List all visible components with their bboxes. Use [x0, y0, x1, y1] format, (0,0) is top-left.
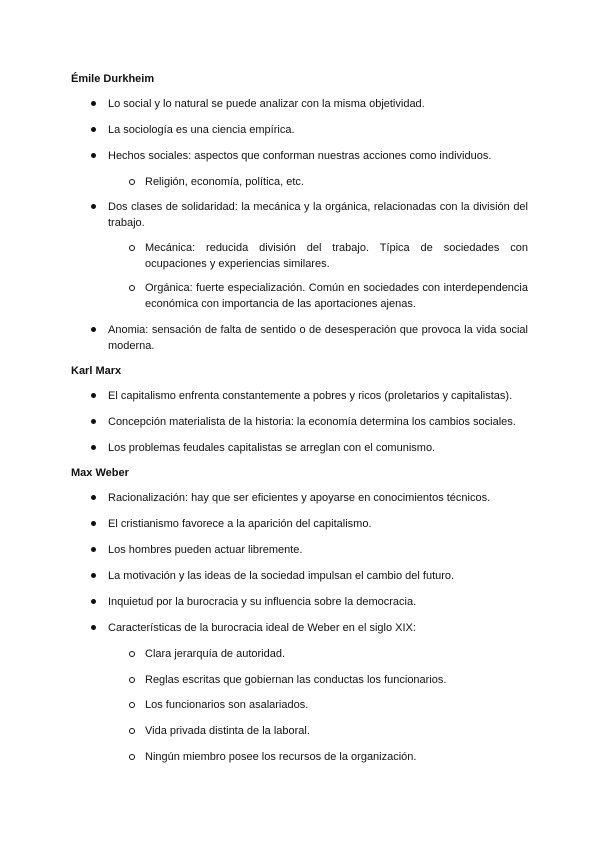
bullet-icon [91, 101, 96, 106]
bullet-icon [91, 204, 96, 209]
section-heading-weber: Max Weber [71, 467, 129, 479]
list-item-text: Lo social y lo natural se puede analizar con la misma objetividad. [108, 98, 425, 110]
bullet-icon [91, 419, 96, 424]
list-item-text: Características de la burocracia ideal de Weber en el siglo XIX: [108, 622, 416, 634]
bullet-icon [91, 127, 96, 132]
sub-list-item-text: Los funcionarios son asalariados. [145, 699, 309, 711]
sub-list-item-text: Religión, economía, política, etc. [145, 176, 304, 188]
bullet-icon [91, 521, 96, 526]
list-item-text: Dos clases de solidaridad: la mecánica y la orgánica, relacionadas con la división del trabajo. [108, 201, 528, 229]
sub-list-item-text: Mecánica: reducida división del trabajo. Típica de sociedades con ocupaciones y experiencias similares. [145, 242, 528, 270]
bullet-icon [91, 393, 96, 398]
sub-list-item-text: Reglas escritas que gobiernan las conductas los funcionarios. [145, 674, 447, 686]
list-item-text: El cristianismo favorece a la aparición del capitalismo. [108, 518, 372, 530]
hollow-bullet-icon [129, 651, 135, 657]
sub-list-item-text: Clara jerarquía de autoridad. [145, 648, 286, 660]
bullet-icon [91, 599, 96, 604]
hollow-bullet-icon [129, 702, 135, 708]
sub-list-item-text: Vida privada distinta de la laboral. [145, 725, 310, 737]
list-item-text: Concepción materialista de la historia: la economía determina los cambios sociales. [108, 416, 516, 428]
list-item-text: El capitalismo enfrenta constantemente a pobres y ricos (proletarios y capitalistas). [108, 390, 513, 402]
bullet-icon [91, 495, 96, 500]
list-item-text: Racionalización: hay que ser eficientes y apoyarse en conocimientos técnicos. [108, 492, 491, 504]
section-heading-marx: Karl Marx [71, 365, 122, 377]
bullet-icon [91, 625, 96, 630]
bullet-icon [91, 327, 96, 332]
hollow-bullet-icon [129, 179, 135, 185]
hollow-bullet-icon [129, 677, 135, 683]
hollow-bullet-icon [129, 285, 135, 291]
list-item-text: La motivación y las ideas de la sociedad impulsan el cambio del futuro. [108, 570, 455, 582]
list-item-text: Anomia: sensación de falta de sentido o de desesperación que provoca la vida social moderna. [108, 324, 528, 352]
bullet-icon [91, 445, 96, 450]
hollow-bullet-icon [129, 754, 135, 760]
list-item-text: Inquietud por la burocracia y su influencia sobre la democracia. [108, 596, 417, 608]
list-item-text: Los hombres pueden actuar libremente. [108, 544, 303, 556]
section-heading-durkheim: Émile Durkheim [71, 73, 155, 85]
bullet-icon [91, 573, 96, 578]
list-item-text: Los problemas feudales capitalistas se arreglan con el comunismo. [108, 442, 436, 454]
list-item-text: La sociología es una ciencia empírica. [108, 124, 295, 136]
bullet-icon [91, 153, 96, 158]
sub-list-item-text: Orgánica: fuerte especialización. Común en sociedades con interdependencia económica con importancia de las aportaciones ajenas. [145, 282, 528, 310]
hollow-bullet-icon [129, 728, 135, 734]
sub-list-item-text: Ningún miembro posee los recursos de la organización. [145, 751, 417, 763]
list-item-text: Hechos sociales: aspectos que conforman nuestras acciones como individuos. [108, 150, 492, 162]
bullet-icon [91, 547, 96, 552]
hollow-bullet-icon [129, 245, 135, 251]
